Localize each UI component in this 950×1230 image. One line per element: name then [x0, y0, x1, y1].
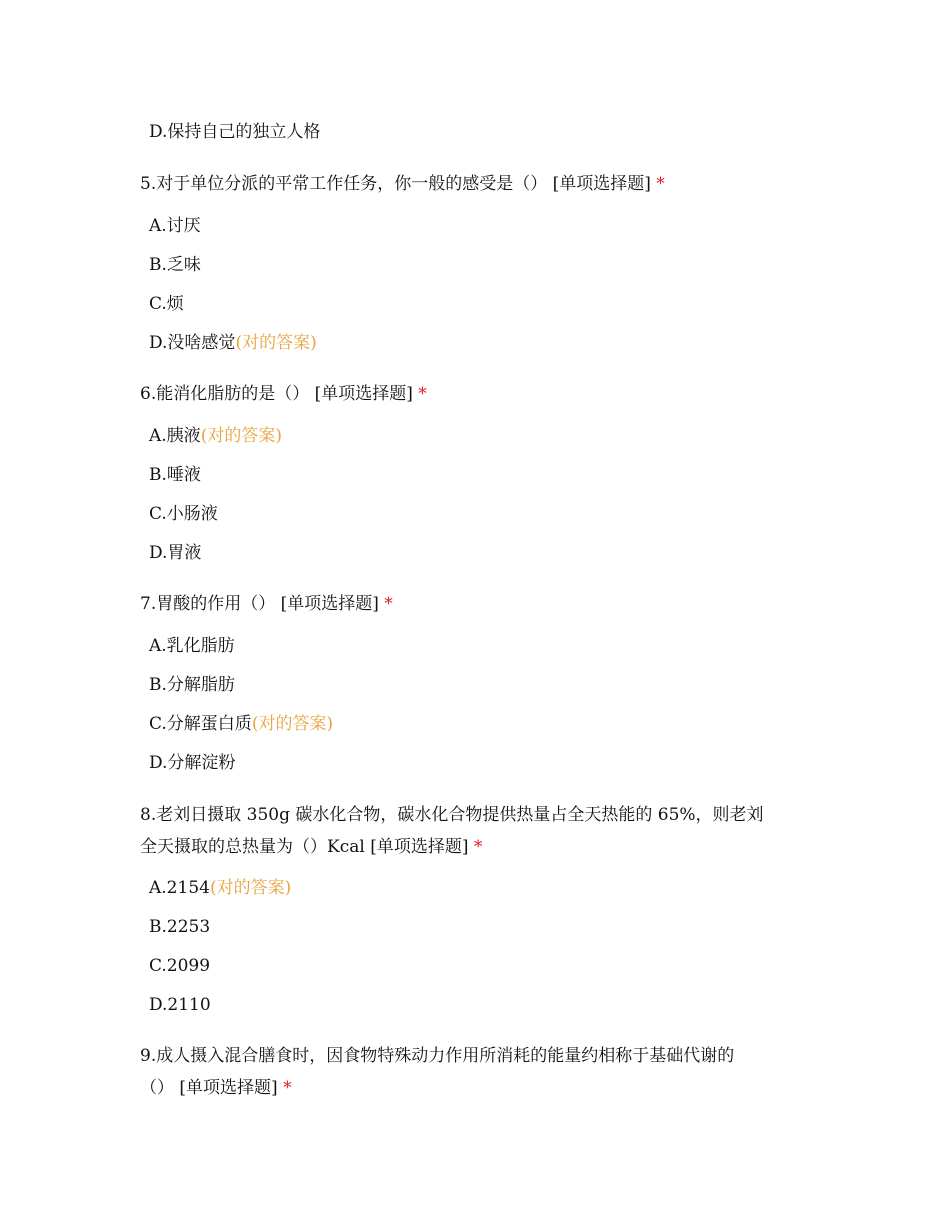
option-text: B.分解脂肪	[149, 675, 235, 695]
option-item	[149, 993, 211, 1017]
option-item	[149, 292, 184, 316]
option-text: B.唾液	[149, 465, 201, 485]
option-text: D.保持自己的独立人格	[149, 122, 321, 142]
option-item	[149, 253, 201, 277]
question-title	[140, 592, 393, 616]
required-mark: *	[473, 837, 483, 857]
option-text: A.乳化脂肪	[149, 636, 235, 656]
option-item	[149, 331, 317, 355]
required-mark: *	[656, 174, 665, 194]
option-text: B.2253	[149, 917, 211, 937]
question-title-line-1	[140, 803, 764, 827]
correct-answer-note: (对的答案)	[235, 333, 317, 353]
option-text: D.2110	[149, 995, 211, 1015]
question-text: 9.成人摄入混合膳食时，因食物特殊动力作用所消耗的能量约相称于基础代谢的	[140, 1046, 735, 1066]
option-text: A.胰液	[149, 426, 201, 446]
correct-answer-note: (对的答案)	[200, 426, 282, 446]
correct-answer-note: (对的答案)	[209, 878, 292, 898]
required-mark: *	[283, 1078, 292, 1098]
option-item	[149, 502, 218, 526]
question-text: 8.老刘日摄取 350g 碳水化合物，碳水化合物提供热量占全天热能的 65%，则老刘	[140, 805, 764, 825]
option-item	[149, 954, 210, 978]
question-title-line-2	[140, 1076, 292, 1100]
question-text: 6.能消化脂肪的是（） [单项选择题]	[140, 384, 419, 404]
option-text: D.分解淀粉	[149, 753, 236, 773]
required-mark: *	[418, 384, 427, 404]
option-item	[149, 634, 235, 658]
option-text: C.2099	[149, 956, 211, 976]
question-title-line-2	[140, 835, 482, 859]
option-item	[149, 712, 333, 736]
option-text: B.乏味	[149, 255, 201, 275]
required-mark: *	[384, 594, 393, 614]
question-title	[140, 172, 665, 196]
option-text: D.胃液	[149, 543, 202, 563]
correct-answer-note: (对的答案)	[251, 714, 334, 734]
option-item	[149, 120, 320, 144]
option-item	[149, 915, 210, 939]
question-text: （） [单项选择题]	[140, 1078, 284, 1098]
question-title	[140, 382, 427, 406]
option-item	[149, 214, 201, 238]
option-text: C.烦	[149, 294, 184, 314]
option-item	[149, 876, 291, 900]
option-item	[149, 463, 201, 487]
question-text: 5.对于单位分派的平常工作任务，你一般的感受是（） [单项选择题]	[140, 174, 657, 194]
question-text: 7.胃酸的作用（） [单项选择题]	[140, 594, 385, 614]
option-text: A.讨厌	[149, 216, 201, 236]
option-text: C.分解蛋白质	[149, 714, 252, 734]
option-text: A.2154	[149, 878, 210, 898]
question-text: 全天摄取的总热量为（）Kcal [单项选择题]	[140, 837, 474, 857]
option-item	[149, 751, 235, 775]
option-item	[149, 541, 201, 565]
option-text: C.小肠液	[149, 504, 218, 524]
option-text: D.没啥感觉	[149, 333, 236, 353]
option-item	[149, 424, 282, 448]
option-item	[149, 673, 235, 697]
question-title-line-1	[140, 1044, 734, 1068]
